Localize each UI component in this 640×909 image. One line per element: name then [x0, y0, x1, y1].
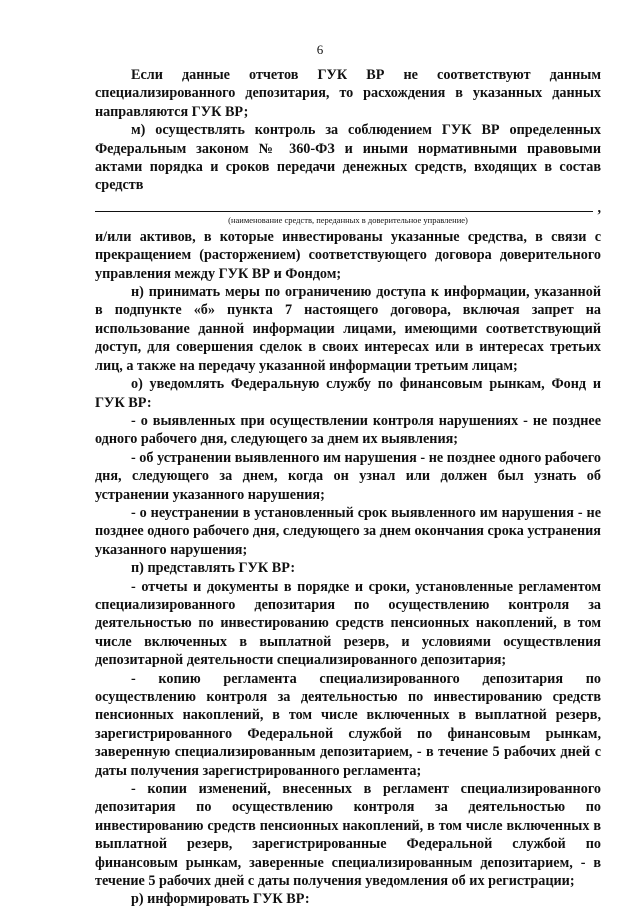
page-number: 6	[316, 42, 324, 57]
paragraph-item-n: н) принимать меры по ограничению доступа к информации, указанной в подпункте «б» пункта 7 настоящего договора, включая запрет на использование данной информации лицами, имеющими соответствующий доступ, для совершения сделок в своих интересах или в интересах третьих лиц, а также на передачу указанной информации третьим лицам;	[95, 284, 601, 374]
paragraph-item-o: о) уведомлять Федеральную службу по финансовым рынкам, Фонд и ГУК ВР:	[95, 376, 601, 411]
document-body	[95, 66, 601, 909]
blank-rule	[95, 211, 593, 212]
paragraph-regulation-changes: - копии изменений, внесенных в регламент специализированного депозитария по осуществлению контроля за деятельностью по инвестированию средств пенсионных накоплений, в том числе включенных в выплатной резерв, зарегистрированные Федеральной службой по финансовым рынкам, заверенные специализированным депозитарием, - в течение 5 рабочих дней с даты получения уведомления об их регистрации;	[95, 781, 601, 890]
paragraph-assets: и/или активов, в которые инвестированы указанные средства, в связи с прекращением (расторжением) соответствующего договора доверительного управления между ГУК ВР и Фондом;	[95, 228, 601, 282]
paragraph-discrepancy: Если данные отчетов ГУК ВР не соответствуют данным специализированного депозитария, то расхождения в указанных данных направляются ГУК ВР;	[95, 67, 601, 120]
paragraph-violation-not-fixed: - о неустранении в установленный срок выявленного им нарушения - не позднее одного рабочего дня, следующего за днем окончания срока устранения указанного нарушения;	[95, 504, 601, 558]
paragraph-violations-found: - о выявленных при осуществлении контроля нарушениях - не позднее одного рабочего дня, следующего за днем их выявления;	[95, 412, 601, 448]
blank-comma: ,	[597, 199, 601, 216]
blank-caption: (наименование средств, переданных в доверительное управление)	[228, 214, 468, 225]
paragraph-item-p: п) представлять ГУК ВР:	[131, 560, 296, 577]
paragraph-violation-fixed: - об устранении выявленного им нарушения - не позднее одного рабочего дня, следующего за днем, когда он узнал или должен был узнать об устранении указанного нарушения;	[95, 449, 601, 503]
paragraph-item-m: м) осуществлять контроль за соблюдением ГУК ВР определенных Федеральным законом № 360-ФЗ и иными нормативными правовыми актами порядка и сроков передачи денежных средств, входящих в состав средств	[95, 122, 601, 194]
paragraph-reports: - отчеты и документы в порядке и сроки, установленные регламентом специализированного депозитария по осуществлению контроля за деятельностью по инвестированию средств пенсионных накоплений, в том числе включенных в выплатной резерв, и условиями осуществления депозитарной деятельности специализированного депозитария;	[95, 578, 601, 669]
paragraph-regulation-copy: - копию регламента специализированного депозитария по осуществлению контроля за деятельностью по инвестированию средств пенсионных накоплений, в том числе включенных в выплатной резерв, зарегистрированного Федеральной службой по финансовым рынкам, заверенную специализированным депозитарием, - в течение 5 рабочих дней с даты получения зарегистрированного регламента;	[95, 670, 601, 779]
paragraph-item-r: р) информировать ГУК ВР:	[131, 891, 310, 908]
fill-in-blank-line	[95, 197, 601, 217]
